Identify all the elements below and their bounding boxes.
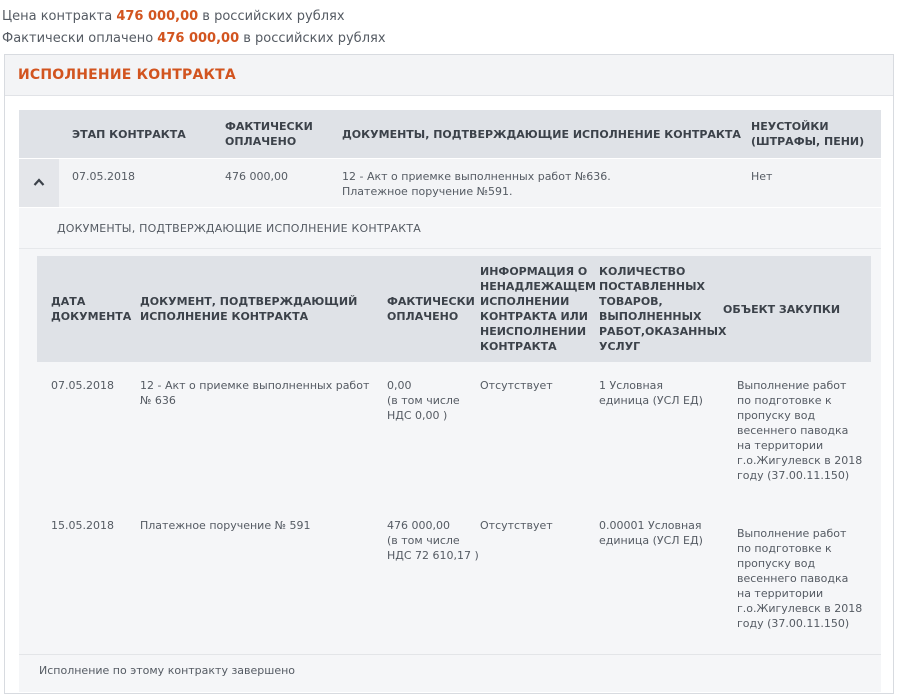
divider — [19, 654, 881, 655]
stage-paid: 476 000,00 — [225, 170, 288, 183]
header-doc-paid: ФАКТИЧЕСКИ ОПЛАЧЕНО — [387, 295, 475, 323]
header-paid: ФАКТИЧЕСКИ ОПЛАЧЕНО — [225, 120, 313, 148]
documents-section-label: ДОКУМЕНТЫ, ПОДТВЕРЖДАЮЩИЕ ИСПОЛНЕНИЕ КОНТРАКТА — [57, 222, 421, 235]
doc-name: 12 - Акт о приемке выполненных работ № 636 — [140, 379, 370, 407]
header-doc-qty: КОЛИЧЕСТВО ПОСТАВЛЕННЫХ ТОВАРОВ, ВЫПОЛНЕННЫХ РАБОТ,ОКАЗАННЫХ УСЛУГ — [599, 265, 727, 353]
doc-paid: 0,00 (в том числе НДС 0,00 ) — [387, 379, 460, 422]
contract-price-suffix: в российских рублях — [202, 9, 345, 24]
header-stage: ЭТАП КОНТРАКТА — [72, 128, 186, 141]
header-doc-date: ДАТА ДОКУМЕНТА — [51, 295, 132, 323]
contract-price-line — [2, 9, 345, 24]
header-docs: ДОКУМЕНТЫ, ПОДТВЕРЖДАЮЩИЕ ИСПОЛНЕНИЕ КОНТРАКТА — [342, 128, 741, 141]
contract-price-value: 476 000,00 — [116, 9, 199, 24]
contract-price-label: Цена контракта — [2, 9, 113, 24]
completion-status-text: Исполнение по этому контракту завершено — [39, 664, 296, 677]
doc-name: Платежное поручение № 591 — [140, 519, 311, 532]
documents-table-header — [37, 256, 871, 362]
collapse-toggle-button[interactable] — [19, 159, 59, 207]
table-row — [37, 366, 871, 502]
divider — [19, 248, 881, 249]
doc-object: Выполнение работ по подготовке к пропуску вод весеннего паводка на территории г.о.Жигулевск в 2018 году (37.00.11.150) — [737, 379, 863, 482]
doc-paid: 476 000,00 (в том числе НДС 72 610,17 ) — [387, 519, 479, 562]
stage-date: 07.05.2018 — [72, 170, 135, 183]
paid-amount-suffix: в российских рублях — [243, 31, 386, 46]
doc-info: Отсутствует — [480, 519, 553, 532]
documents-section — [19, 208, 881, 692]
header-doc-info: ИНФОРМАЦИЯ О НЕНАДЛЕЖАЩЕМ ИСПОЛНЕНИИ КОНТРАКТА ИЛИ НЕИСПОЛНЕНИИ КОНТРАКТА — [480, 265, 596, 353]
stage-row — [19, 159, 881, 207]
table-row — [37, 506, 871, 652]
stage-docs: 12 - Акт о приемке выполненных работ №636. Платежное поручение №591. — [342, 170, 611, 198]
contract-execution-panel — [4, 54, 894, 694]
header-penalties: НЕУСТОЙКИ (ШТРАФЫ, ПЕНИ) — [751, 120, 865, 148]
chevron-up-icon — [33, 177, 45, 187]
panel-title: ИСПОЛНЕНИЕ КОНТРАКТА — [18, 67, 236, 83]
doc-date: 15.05.2018 — [51, 519, 114, 532]
header-doc-object: ОБЪЕКТ ЗАКУПКИ — [723, 303, 841, 316]
paid-amount-value: 476 000,00 — [157, 31, 240, 46]
panel-header — [5, 55, 893, 96]
paid-amount-label: Фактически оплачено — [2, 31, 154, 46]
doc-qty: 1 Условная единица (УСЛ ЕД) — [599, 379, 703, 407]
stages-table-header — [19, 110, 881, 158]
paid-amount-line — [2, 31, 386, 46]
stage-penalties: Нет — [751, 170, 773, 183]
doc-object: Выполнение работ по подготовке к пропуску вод весеннего паводка на территории г.о.Жигулевск в 2018 году (37.00.11.150) — [737, 527, 863, 630]
doc-qty: 0.00001 Условная единица (УСЛ ЕД) — [599, 519, 703, 547]
header-doc-name: ДОКУМЕНТ, ПОДТВЕРЖДАЮЩИЙ ИСПОЛНЕНИЕ КОНТРАКТА — [140, 295, 358, 323]
doc-date: 07.05.2018 — [51, 379, 114, 392]
doc-info: Отсутствует — [480, 379, 553, 392]
